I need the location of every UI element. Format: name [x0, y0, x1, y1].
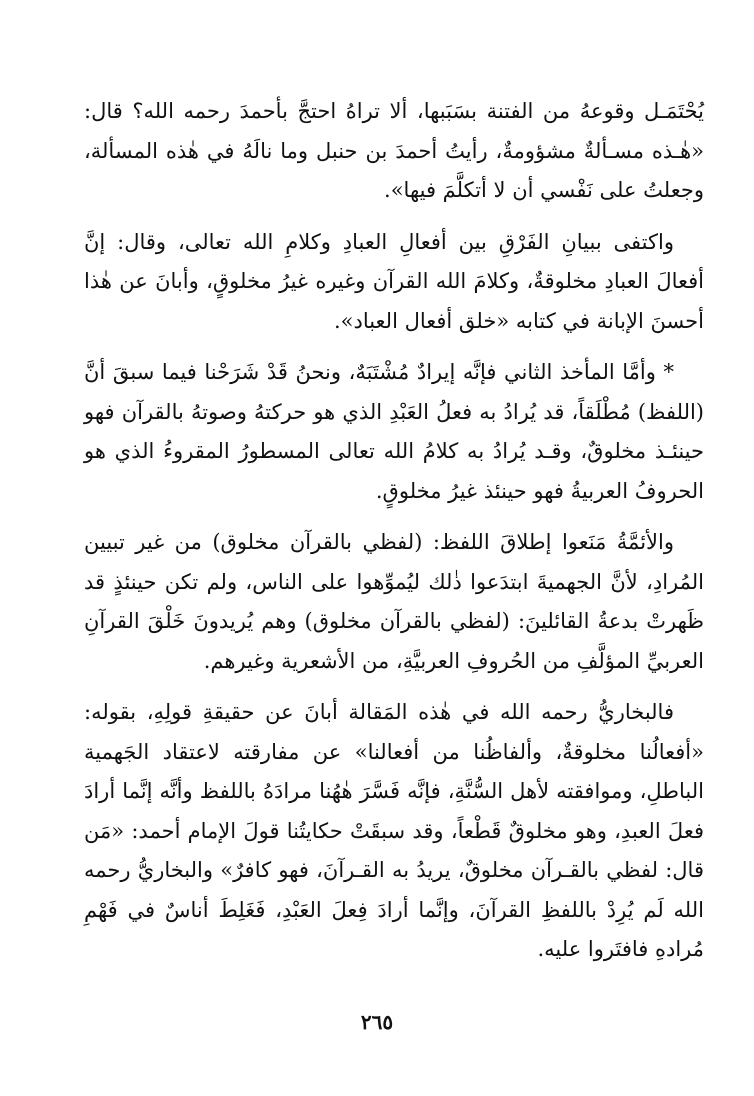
- paragraph-1: يُحْتَمَـل وقوعهُ من الفتنة بسَبَبها، ألا تراهُ احتجَّ بأحمدَ رحمه الله؟ قال: «هٰـذه مسـألةٌ مشؤومةٌ، رأيتُ أحمدَ بن حنبل وما نالَهُ في هٰذه المسألة، وجعلتُ على نَفْسي أن لا أتكلَّمَ فيها».: [84, 99, 704, 202]
- page-body: [84, 92, 704, 1032]
- paragraph-5: فالبخاريُّ رحمه الله في هٰذه المَقالة أبانَ عن حقيقةِ قولِهِ، بقوله: «أفعالُنا مخلوقةٌ، وألفاظُنا من أفعالنا» عن مفارقته لاعتقاد الجَهمية الباطلِ، وموافقته لأهل السُّنَّةِ، فإنَّه فَسَّرَ هٰهُنا مرادَهُ باللفظ وأنَّه إنَّما أرادَ فعلَ العبدِ، وهو مخلوقٌ قَطْعاً، وقد سبقَتْ حكايتُنا قولَ الإمام أحمد: «مَن قال: لفظي بالقـرآن مخلوقٌ، يريدُ به القـرآنَ، فهو كافرٌ» والبخاريُّ رحمه الله لَم يُرِدْ باللفظِ القرآنَ، وإنَّما أرادَ فِعلَ العَبْدِ، فَغَلِطَ أناسٌ في فَهْمِ مُرادهِ فافتَروا عليه.: [84, 700, 704, 961]
- paragraph-gap: [84, 341, 704, 353]
- paragraph-gap: [84, 511, 704, 523]
- paragraph-2: واكتفى ببيانِ الفَرْقِ بين أفعالِ العبادِ وكلامِ الله تعالى، وقال: إنَّ أفعالَ العبادِ مخلوقةٌ، وكلامَ الله القرآن وغيره غيرُ مخلوقٍ، وأبانَ عن هٰذا أحسنَ الإبانة في كتابه «خلق أفعال العباد».: [84, 229, 704, 333]
- paragraph-gap: [84, 681, 704, 693]
- page-number: ٢٦٥: [360, 1010, 394, 1034]
- paragraph-4: والأئمَّةُ مَنَعوا إطلاقَ اللفظ: (لفظي بالقرآن مخلوق) من غير تبيين المُرادِ، لأنَّ الجهميةَ ابتدَعوا ذٰلك ليُموِّهوا على الناس، ولم تكن حينئذٍ قد ظَهرتْ بدعةُ القائلينَ: (لفظي بالقرآن مخلوق) وهم يُريدونَ خَلْقَ القرآنِ العربيِّ المؤلَّفِ من الحُروفِ العربيَّةِ، من الأشعرية وغيرهم.: [84, 530, 704, 673]
- paragraph-3: * وأمَّا المأخذ الثاني فإنَّه إيرادٌ مُشْتَبَهٌ، ونحنُ قَدْ شَرَحْنا فيما سبقَ أنَّ (اللفظ) مُطْلَقاً، قد يُرادُ به فعلُ العَبْدِ الذي هو حركتهُ وصوتهُ بالقرآن فهو حينئـذ مخلوقٌ، وقـد يُرادُ به كلامُ الله تعالى المسطورُ المقروءُ الذي هو الحروفُ العربيةُ فهو حينئذ غيرُ مخلوقٍ.: [84, 360, 704, 503]
- paragraph-gap: [84, 211, 704, 223]
